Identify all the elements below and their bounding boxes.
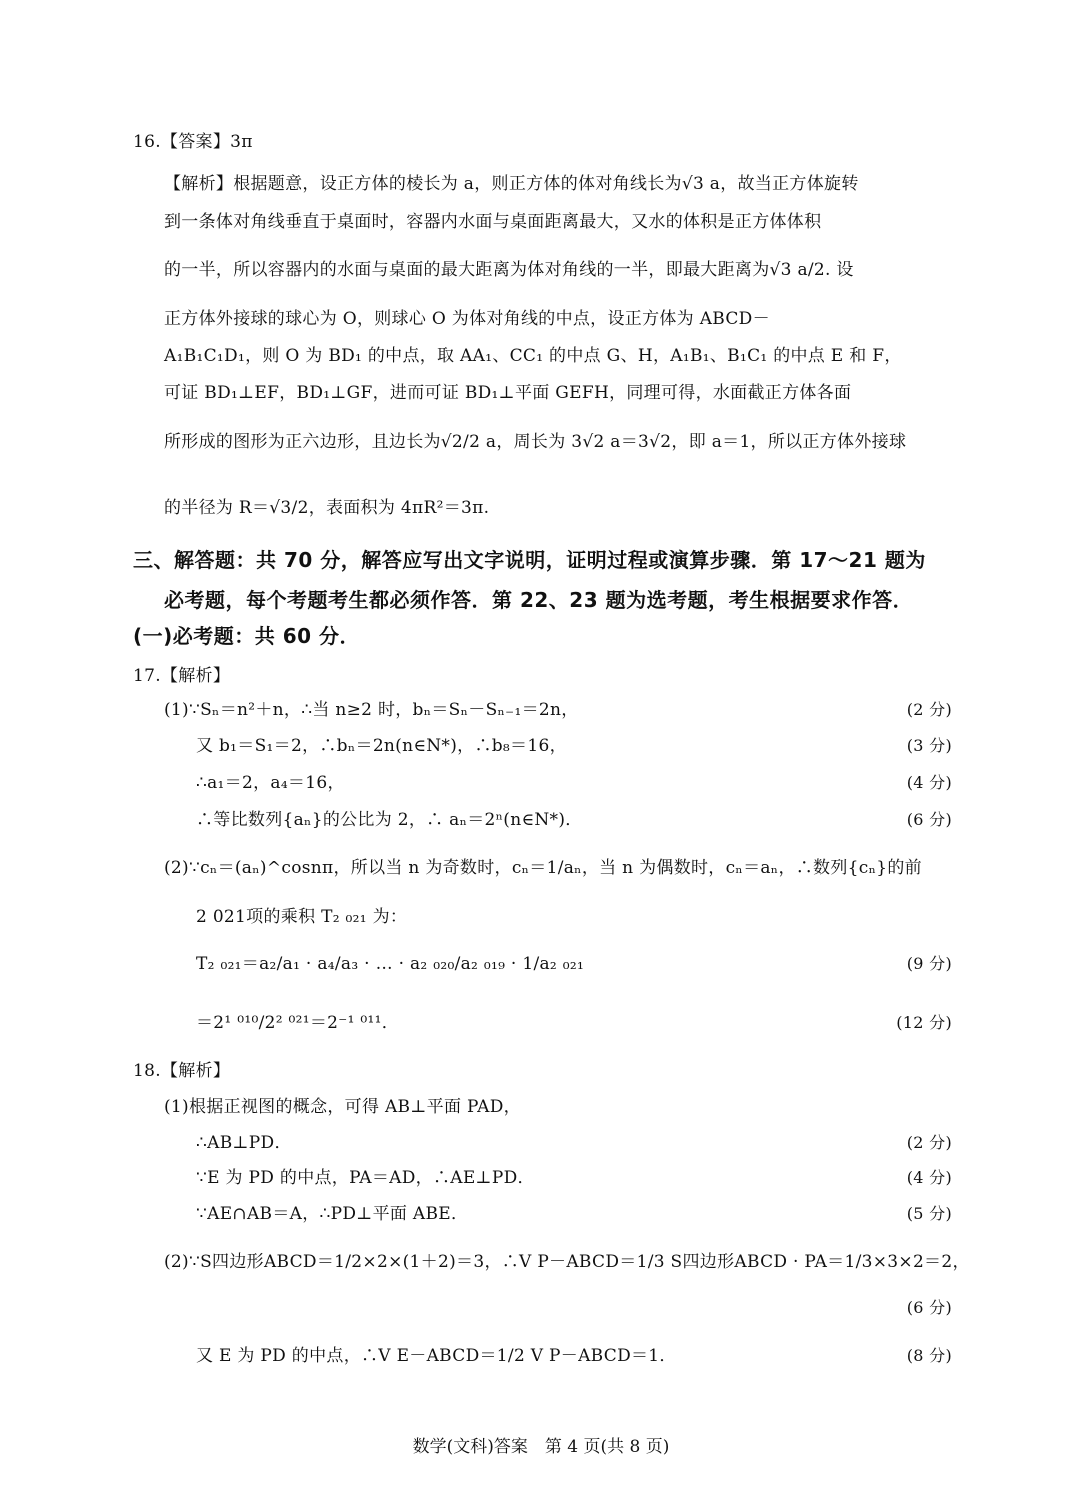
q16-line-5: A₁B₁C₁D₁，则 O 为 BD₁ 的中点，取 AA₁、CC₁ 的中点 G、H，A₁B₁、B₁C₁ 的中点 E 和 F，: [164, 346, 902, 366]
q18-line-2: ∴AB⊥PD．: [196, 1133, 292, 1153]
q16-line-2: 到一条体对角线垂直于桌面时，容器内水面与桌面距离最大，又水的体积是正方体体积: [164, 212, 822, 232]
q17-line-4: ∴等比数列{aₙ}的公比为 2，∴ aₙ＝2ⁿ(n∈N*)．: [196, 810, 583, 830]
q18-score-4: (5 分): [906, 1204, 952, 1223]
q17-line-3: ∴a₁＝2，a₄＝16，: [196, 773, 345, 793]
q17-line-5: (2)∵cₙ＝(aₙ)^cosnπ，所以当 n 为奇数时，cₙ＝1/aₙ，当 n 为偶数时，cₙ＝aₙ，∴数列{cₙ}的前: [164, 858, 922, 878]
q17-line-6: 2 021项的乘积 T₂ ₀₂₁ 为：: [196, 907, 408, 927]
q18-line-4: ∵AE∩AB＝A，∴PD⊥平面 ABE．: [196, 1204, 469, 1224]
q16-line-7: 所形成的图形为正六边形，且边长为√2/2 a，周长为 3√2 a＝3√2，即 a＝1，所以正方体外接球: [164, 432, 907, 452]
q18-heading: 18.【解析】: [133, 1061, 231, 1081]
q17-score-1: (2 分): [906, 700, 952, 719]
q16-heading: 16.【答案】3π: [133, 132, 253, 152]
q17-score-2: (3 分): [906, 736, 952, 755]
q17-line-8: ＝2¹ ⁰¹⁰/2² ⁰²¹＝2⁻¹ ⁰¹¹．: [196, 1013, 400, 1033]
section-3-line-3: (一)必考题：共 60 分．: [133, 624, 361, 648]
q17-line-1: (1)∵Sₙ＝n²＋n，∴当 n≥2 时，bₙ＝Sₙ－Sₙ₋₁＝2n，: [164, 700, 579, 720]
q16-line-6: 可证 BD₁⊥EF，BD₁⊥GF，进而可证 BD₁⊥平面 GEFH，同理可得，水面截正方体各面: [164, 383, 852, 403]
q17-score-3: (4 分): [906, 773, 952, 792]
q16-line-3: 的一半，所以容器内的水面与桌面的最大距离为体对角线的一半，即最大距离为√3 a/2. 设: [164, 260, 854, 280]
q17-line-2: 又 b₁＝S₁＝2，∴bₙ＝2n(n∈N*)，∴b₈＝16，: [196, 736, 567, 756]
q18-line-1: (1)根据正视图的概念，可得 AB⊥平面 PAD，: [164, 1097, 521, 1117]
q17-score-8: (12 分): [896, 1013, 952, 1032]
q17-line-7: T₂ ₀₂₁＝a₂/a₁ · a₄/a₃ · … · a₂ ₀₂₀/a₂ ₀₁₉ · 1/a₂ ₀₂₁: [196, 954, 585, 974]
q17-score-4: (6 分): [906, 810, 952, 829]
q18-score-3: (4 分): [906, 1168, 952, 1187]
section-3-line-2: 必考题，每个考题考生都必须作答．第 22、23 题为选考题，考生根据要求作答．: [164, 588, 914, 612]
q18-line-3: ∵E 为 PD 的中点，PA＝AD，∴AE⊥PD．: [196, 1168, 535, 1188]
q17-heading: 17.【解析】: [133, 666, 231, 686]
page-footer: 数学(文科)答案 第 4 页(共 8 页): [412, 1437, 670, 1457]
section-3-line-1: 三、解答题：共 70 分，解答应写出文字说明，证明过程或演算步骤．第 17～21 题为: [133, 548, 926, 572]
q16-line-1: 【解析】根据题意，设正方体的棱长为 a，则正方体的体对角线长为√3 a，故当正方体旋转: [164, 174, 859, 194]
q18-score-7: (8 分): [906, 1346, 952, 1365]
q17-score-7: (9 分): [906, 954, 952, 973]
q18-line-5: (2)∵S四边形ABCD＝1/2×2×(1＋2)＝3，∴V P－ABCD＝1/3 S四边形ABCD · PA＝1/3×3×2＝2，: [164, 1252, 970, 1272]
q16-line-8: 的半径为 R＝√3/2，表面积为 4πR²＝3π.: [164, 498, 490, 518]
q16-line-4: 正方体外接球的球心为 O，则球心 O 为体对角线的中点，设正方体为 ABCD－: [164, 309, 770, 329]
q18-line-7: 又 E 为 PD 的中点，∴V E－ABCD＝1/2 V P－ABCD＝1．: [196, 1346, 677, 1366]
q18-score-6: (6 分): [906, 1298, 952, 1317]
q18-score-2: (2 分): [906, 1133, 952, 1152]
